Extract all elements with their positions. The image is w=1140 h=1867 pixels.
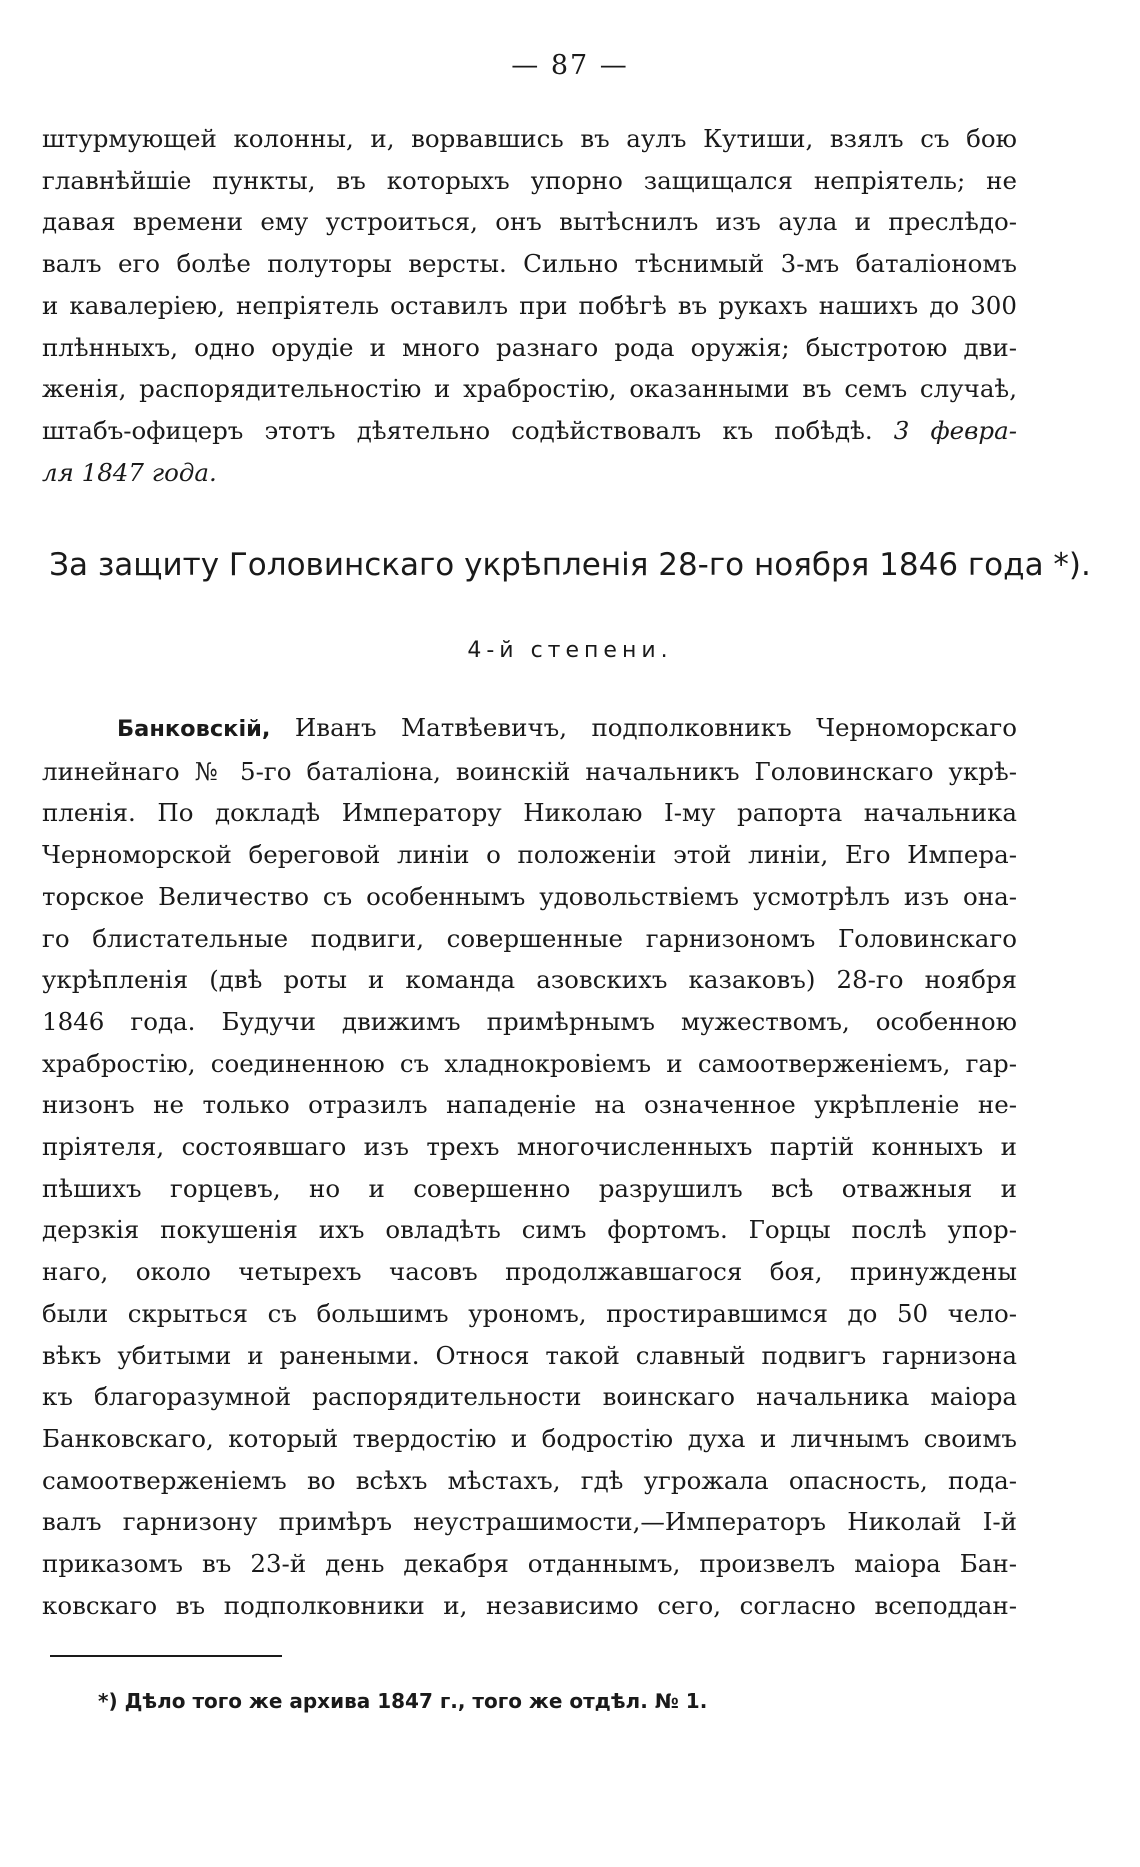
text-line [42, 410, 1017, 452]
date-italic-end: ля 1847 года. [42, 457, 217, 487]
section-title: За защиту Головинскаго укрѣпленія 28-го ноября 1846 года *). [49, 547, 1091, 583]
paragraph-bankovsky [42, 707, 1017, 1626]
text-segment: Иванъ Матвѣевичъ, подполковникъ Черноморскаго [270, 713, 1017, 742]
text-line: были скрыться съ большимъ урономъ, простиравшимся до 50 чело- [42, 1298, 1017, 1328]
text-line: го блистательные подвиги, совершенные гарнизономъ Головинскаго [42, 923, 1017, 953]
text-line: самоотверженіемъ во всѣхъ мѣстахъ, гдѣ угрожала опасность, пода- [42, 1465, 1017, 1495]
text-line: штурмующей колонны, и, ворвавшись въ аулъ Кутиши, взялъ съ бою [42, 124, 1017, 153]
text-line: торское Величество съ особеннымъ удовольствіемъ усмотрѣлъ изъ она- [42, 881, 1017, 911]
paragraph-continuation [42, 118, 1017, 493]
text-line [42, 707, 1017, 751]
text-line: приказомъ въ 23-й день декабря отданнымъ, произвелъ маіора Бан- [42, 1549, 1017, 1579]
text-line: наго, около четырехъ часовъ продолжавшагося боя, принуждены [42, 1257, 1017, 1287]
footnote: *) Дѣло того же архива 1847 г., того же отдѣл. № 1. [98, 1689, 708, 1713]
date-italic: 3 февра- [893, 415, 1017, 445]
page-number: — 87 — [511, 50, 629, 81]
person-name: Банковскій, [117, 716, 271, 742]
award-degree: 4-й степени. [467, 638, 673, 663]
text-line: Черноморской береговой линіи о положеніи этой линіи, Его Импера- [42, 840, 1017, 870]
text-line: валъ его болѣе полуторы версты. Сильно тѣснимый 3-мъ баталіономъ [42, 249, 1017, 279]
text-line: пѣшихъ горцевъ, но и совершенно разрушилъ всѣ отважныя и [42, 1173, 1017, 1203]
text-line: низонъ не только отразилъ нападеніе на означенное укрѣпленіе не- [42, 1090, 1017, 1120]
text-line: къ благоразумной распорядительности воинскаго начальника маіора [42, 1382, 1017, 1412]
text-line: плѣнныхъ, одно орудіе и много разнаго рода оружія; быстротою дви- [42, 332, 1017, 362]
text-line: валъ гарнизону примѣръ неустрашимости,—Императоръ Николай I-й [42, 1507, 1017, 1537]
text-segment: штабъ-офицеръ этотъ дѣятельно содѣйствовалъ къ побѣдѣ. [42, 415, 873, 445]
text-line: главнѣйшіе пункты, въ которыхъ упорно защищался непріятель; не [42, 165, 1017, 195]
text-line: Банковскаго, который твердостію и бодростію духа и личнымъ своимъ [42, 1423, 1017, 1453]
text-line: и кавалеріею, непріятель оставилъ при побѣгѣ въ рукахъ нашихъ до 300 [42, 290, 1017, 320]
text-line: дерзкія покушенія ихъ овладѣть симъ фортомъ. Горцы послѣ упор- [42, 1215, 1017, 1245]
text-line: укрѣпленія (двѣ роты и команда азовскихъ казаковъ) 28-го ноября [42, 965, 1017, 995]
text-line: 1846 года. Будучи движимъ примѣрнымъ мужествомъ, особенною [42, 1006, 1017, 1036]
text-line: женія, распорядительностію и храбростію, оказанными въ семъ случаѣ, [42, 374, 1017, 404]
text-line: давая времени ему устроиться, онъ вытѣснилъ изъ аула и преслѣдо- [42, 207, 1017, 237]
text-line: вѣкъ убитыми и ранеными. Относя такой славный подвигъ гарнизона [42, 1340, 1017, 1370]
footnote-divider [50, 1655, 282, 1657]
text-line: пріятеля, состоявшаго изъ трехъ многочисленныхъ партій конныхъ и [42, 1132, 1017, 1162]
text-line: храбростію, соединенною съ хладнокровіемъ и самоотверженіемъ, гар- [42, 1048, 1017, 1078]
text-line: линейнаго № 5-го баталіона, воинскій начальникъ Головинскаго укрѣ- [42, 756, 1017, 786]
text-line: ковскаго въ подполковники и, независимо сего, согласно всеподдан- [42, 1590, 1017, 1620]
text-line: пленія. По докладѣ Императору Николаю I-му рапорта начальника [42, 798, 1017, 828]
